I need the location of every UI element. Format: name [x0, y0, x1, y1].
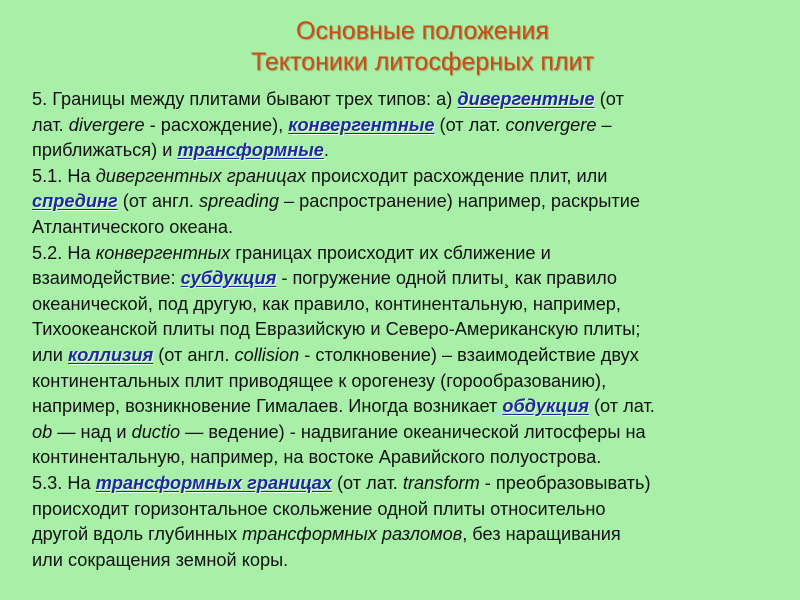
text-line	[32, 471, 800, 497]
text-line	[32, 445, 800, 471]
text-line	[32, 266, 800, 292]
text-run: 5.2. На	[32, 242, 96, 263]
text-line	[32, 164, 800, 190]
text-run: (от лат.	[331, 472, 403, 493]
text-run: взаимодействие:	[32, 268, 181, 289]
latin-word: ductio	[131, 421, 181, 442]
term-obduction: обдукция	[502, 396, 589, 417]
text-run: — над и	[52, 421, 132, 442]
text-run: другой вдоль глубинных	[32, 524, 243, 545]
text-run: океанической, под другую, как правило, континентальную, например,	[32, 293, 621, 314]
term-convergent: конвергентные	[288, 114, 435, 135]
text-run: - погружение одной плиты¸ как правило	[276, 268, 618, 289]
text-run: .	[323, 140, 329, 161]
text-line	[32, 548, 800, 574]
text-line	[32, 317, 800, 343]
latin-word: ob	[32, 421, 53, 442]
text-run: — ведение) - надвигание океанической литосферы на	[180, 421, 646, 442]
italic-phrase: конвергентных	[95, 242, 231, 263]
term-transform-boundaries: трансформных границах	[95, 472, 332, 493]
text-line	[32, 113, 800, 139]
text-run: континентальную, например, на востоке Аравийского полуострова.	[32, 447, 602, 468]
text-line	[32, 420, 800, 446]
text-run: –	[596, 114, 612, 135]
text-run: Атлантического океана.	[32, 216, 234, 237]
text-line	[32, 241, 800, 267]
italic-phrase: трансформных разломов	[242, 524, 463, 545]
latin-word: convergere	[505, 114, 597, 135]
text-run: или сокращения земной коры.	[32, 549, 289, 570]
italic-phrase: дивергентных границах	[95, 165, 306, 186]
text-line	[32, 189, 800, 215]
text-run: (от англ.	[117, 191, 200, 212]
text-run: лат.	[32, 114, 69, 135]
term-transform: трансформные	[177, 140, 324, 161]
text-run: происходит горизонтальное скольжение одной плиты относительно	[32, 498, 606, 519]
latin-word: transform	[402, 472, 480, 493]
english-word: spreading	[199, 191, 279, 212]
text-run: происходит расхождение плит, или	[305, 165, 608, 186]
text-line	[32, 497, 800, 523]
text-line	[32, 369, 800, 395]
text-run: или	[32, 344, 68, 365]
english-word: collision	[234, 344, 300, 365]
term-spreading: спрединг	[32, 191, 118, 212]
text-line	[32, 292, 800, 318]
text-run: (от лат.	[588, 396, 655, 417]
term-divergent: дивергентные	[457, 89, 595, 109]
text-run: , без наращивания	[462, 524, 621, 545]
text-run: 5. Границы между плитами бывают трех типов: а)	[32, 89, 458, 109]
body-text	[32, 87, 800, 573]
title-line-2: Тектоники литосферных плит	[251, 48, 594, 76]
term-collision: коллизия	[67, 344, 154, 365]
text-run: 5.1. На	[32, 165, 96, 186]
text-run: - преобразовывать)	[479, 472, 651, 493]
text-line	[32, 215, 800, 241]
latin-word: divergere	[68, 114, 145, 135]
text-run: например, возникновение Гималаев. Иногда возникает	[32, 396, 503, 417]
text-run: - столкновение) – взаимодействие двух	[299, 344, 639, 365]
text-run: (от	[594, 89, 624, 109]
slide-title	[0, 16, 800, 78]
text-run: 5.3. На	[32, 472, 96, 493]
text-line	[32, 343, 800, 369]
term-subduction: субдукция	[180, 268, 277, 289]
text-line	[32, 138, 800, 164]
text-run: границах происходит их сближение и	[230, 242, 551, 263]
text-run: - расхождение),	[144, 114, 289, 135]
text-run: – распространение) например, раскрытие	[278, 191, 640, 212]
text-run: континентальных плит приводящее к орогенезу (горообразованию),	[32, 370, 607, 391]
text-line	[32, 394, 800, 420]
text-run: Тихоокеанской плиты под Евразийскую и Северо-Американскую плиты;	[32, 319, 641, 340]
text-run: (от лат.	[434, 114, 506, 135]
text-line	[32, 87, 800, 113]
text-run: приближаться) и	[32, 140, 178, 161]
text-run: (от англ.	[153, 344, 235, 365]
title-line-1: Основные положения	[296, 17, 549, 45]
text-line	[32, 522, 800, 548]
